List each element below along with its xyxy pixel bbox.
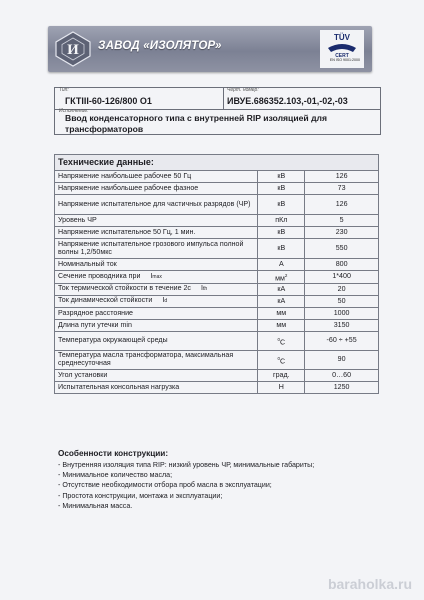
spec-name [55,195,258,215]
spec-name [55,308,258,320]
spec-unit: $^0$С [258,332,305,351]
type-value: ГКТIII-60-126/800 О1 [65,96,152,106]
spec-name-text: Номинальный ток [58,259,117,268]
spec-name-text: Ток динамической стойкости [58,296,153,305]
divider [223,88,224,109]
company-name: ЗАВОД «ИЗОЛЯТОР» [98,40,222,52]
svg-text:И: И [67,42,79,58]
table-row [55,183,379,195]
spec-name [55,351,258,370]
spec-value: 90 [305,351,379,370]
spec-unit: $мм^2$ [258,271,305,284]
feature-item: - Отсутствие необходимости отбора проб масла в эксплуатации; [58,481,272,490]
spec-value: -60 ÷ +55 [305,332,379,351]
exec-label: Исполнение: [59,108,89,114]
table-row [55,227,379,239]
divider [55,109,380,110]
spec-name [55,296,258,308]
table-row [55,308,379,320]
spec-value: 5 [305,215,379,227]
spec-unit: кА [258,284,305,296]
spec-name-text: Напряжение испытательное грозового импульса полной волны 1,2/50мкс [58,239,244,256]
spec-name [55,227,258,239]
spec-value: 550 [305,239,379,259]
spec-name-text: Температура масла трансформатора, максимальная среднесуточная [58,351,234,367]
spec-value: 50 [305,296,379,308]
spec-name-text: Напряжение наибольшее рабочее фазное [58,183,199,192]
feature-item: - Минимальное количество масла; [58,471,173,480]
drawing-label: Черт. номер: [227,87,259,93]
spec-unit: мм [258,308,305,320]
spec-name-text: Испытательная консольная нагрузка [58,382,180,391]
spec-name [55,370,258,382]
svg-text:CERT: CERT [335,53,349,59]
product-description: Ввод конденсаторного типа с внутренней RIP изоляцией для трансформаторов [65,113,328,134]
spec-table [54,154,379,394]
spec-unit: кВ [258,195,305,215]
spec-unit: кВ [258,239,305,259]
spec-name-text: Угол установки [58,370,108,379]
spec-name-text: Уровень ЧР [58,215,97,224]
spec-name-text: Напряжение испытательное 50 Гц, 1 мин. [58,227,196,236]
spec-symbol: Ith [200,284,208,293]
table-row [55,284,379,296]
svg-text:TÜV: TÜV [334,33,350,42]
spec-unit: кВ [258,227,305,239]
table-row [55,239,379,259]
spec-name-text: Сечение проводника при [58,271,141,280]
spec-unit: Н [258,382,305,394]
table-row [55,370,379,382]
tuv-cert-logo-icon [320,30,364,68]
spec-value: 1000 [305,308,379,320]
spec-value: 230 [305,227,379,239]
feature-item: - Простота конструкции, монтажа и эксплуатации; [58,491,223,500]
spec-symbol: Id [162,296,168,305]
table-row [55,320,379,332]
spec-value: 126 [305,195,379,215]
spec-value: 1*400 [305,271,379,284]
spec-name-text: Длина пути утечки min [58,320,132,329]
table-row [55,259,379,271]
table-row [55,351,379,370]
spec-value: 20 [305,284,379,296]
spec-name [55,171,258,183]
spec-value: 800 [305,259,379,271]
table-row [55,332,379,351]
table-row [55,195,379,215]
spec-unit: кВ [258,183,305,195]
spec-unit: А [258,259,305,271]
spec-name [55,320,258,332]
features-list [58,460,378,511]
spec-name [55,382,258,394]
spec-value: 126 [305,171,379,183]
spec-value: 73 [305,183,379,195]
spec-unit: кА [258,296,305,308]
cert-standard: EN ISO 9001:2000 [329,58,360,62]
spec-name [55,239,258,259]
spec-name-text: Напряжение испытательное для частичных разрядов (ЧР) [58,199,251,208]
features-section [58,449,378,511]
table-row [55,382,379,394]
product-box [54,87,381,135]
spec-name [55,215,258,227]
spec-unit: $^0$С [258,351,305,370]
drawing-value: ИВУЕ.686352.103,-01,-02,-03 [227,96,348,106]
spec-name-text: Ток термической стойкости в течение 2с [58,284,191,293]
spec-name [55,271,258,284]
table-row [55,215,379,227]
feature-item: - Внутренняя изоляция типа RIP: низкий уровень ЧР, минимальные габариты; [58,461,315,469]
spec-symbol: Imax [150,271,162,280]
spec-value: 0…60 [305,370,379,382]
watermark: baraholka.ru [327,576,412,592]
spec-unit: град. [258,370,305,382]
spec-name [55,259,258,271]
spec-unit: кВ [258,171,305,183]
company-logo-icon [54,30,92,68]
company-header [48,26,372,72]
spec-value: 1250 [305,382,379,394]
table-row [55,171,379,183]
features-title: Особенности конструкции: [58,449,169,458]
feature-item: - Минимальная масса. [58,501,133,510]
spec-name-text: Разрядное расстояние [58,308,134,317]
table-row [55,271,379,284]
spec-unit: пКл [258,215,305,227]
spec-name-text: Напряжение наибольшее рабочее 50 Гц [58,171,192,180]
spec-name [55,332,258,351]
spec-table-title: Технические данные: [55,155,379,171]
spec-value: 3150 [305,320,379,332]
table-row [55,296,379,308]
spec-name [55,183,258,195]
type-label: Тип: [59,87,69,93]
spec-name [55,284,258,296]
spec-name-text: Температура окружающей среды [58,336,168,345]
spec-unit: мм [258,320,305,332]
